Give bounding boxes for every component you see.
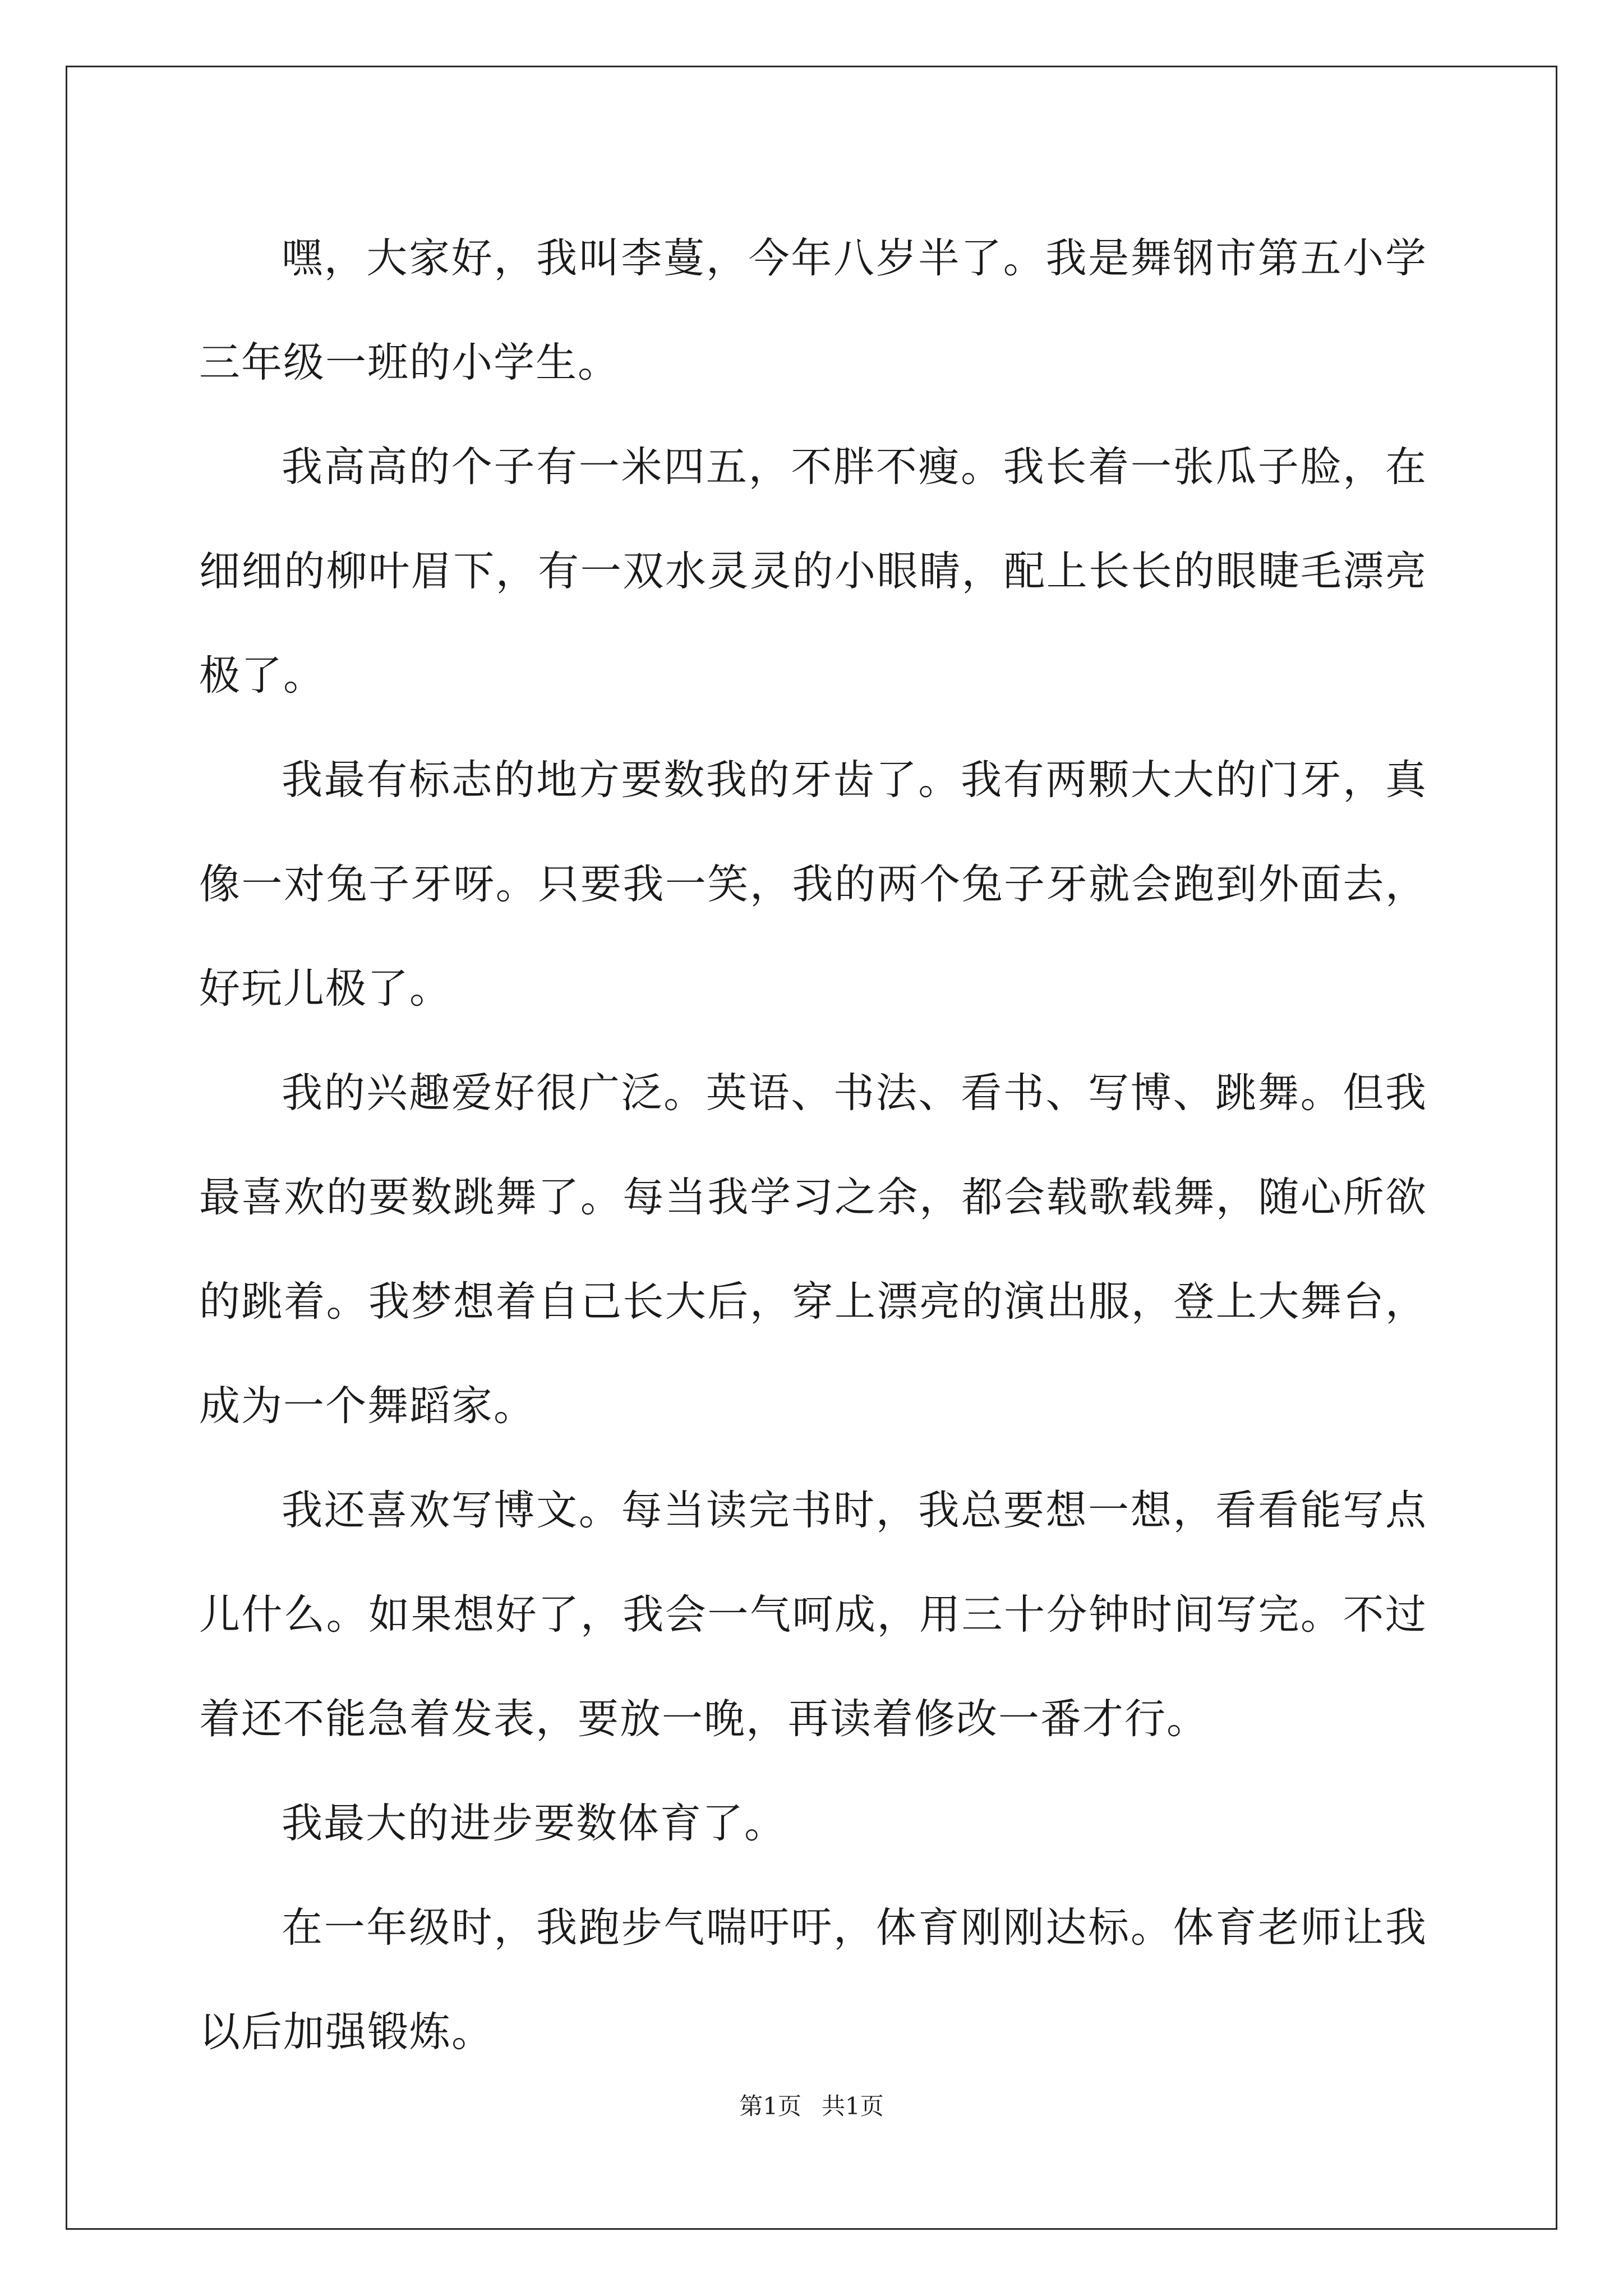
document-body [199,206,1427,2085]
paragraph: 嘿，大家好，我叫李蔓，今年八岁半了。我是舞钢市第五小学三年级一班的小学生。 [199,234,1427,386]
paragraph: 我最大的进步要数体育了。 [282,1800,786,1847]
paragraph: 我高高的个子有一米四五，不胖不瘦。我长着一张瓜子脸，在细细的柳叶眉下，有一双水灵灵的小眼睛，配上长长的眼睫毛漂亮极了。 [199,443,1427,700]
paragraph: 在一年级时，我跑步气喘吁吁，体育刚刚达标。体育老师让我以后加强锻炼。 [199,1904,1427,2056]
page-footer [0,2090,1623,2123]
paragraph: 我的兴趣爱好很广泛。英语、书法、看书、写博、跳舞。但我最喜欢的要数跳舞了。每当我学习之余，都会载歌载舞，随心所欲的跳着。我梦想着自己长大后，穿上漂亮的演出服，登上大舞台，成为一个舞蹈家。 [199,1069,1427,1430]
page-number-current: 第1页 [739,2092,801,2120]
page-number-total: 共1页 [822,2092,884,2120]
paragraph: 我还喜欢写博文。每当读完书时，我总要想一想，看看能写点儿什么。如果想好了，我会一气呵成，用三十分钟时间写完。不过着还不能急着发表，要放一晚，再读着修改一番才行。 [199,1487,1427,1743]
paragraph: 我最有标志的地方要数我的牙齿了。我有两颗大大的门牙，真像一对兔子牙呀。只要我一笑，我的两个兔子牙就会跑到外面去，好玩儿极了。 [199,756,1427,1013]
